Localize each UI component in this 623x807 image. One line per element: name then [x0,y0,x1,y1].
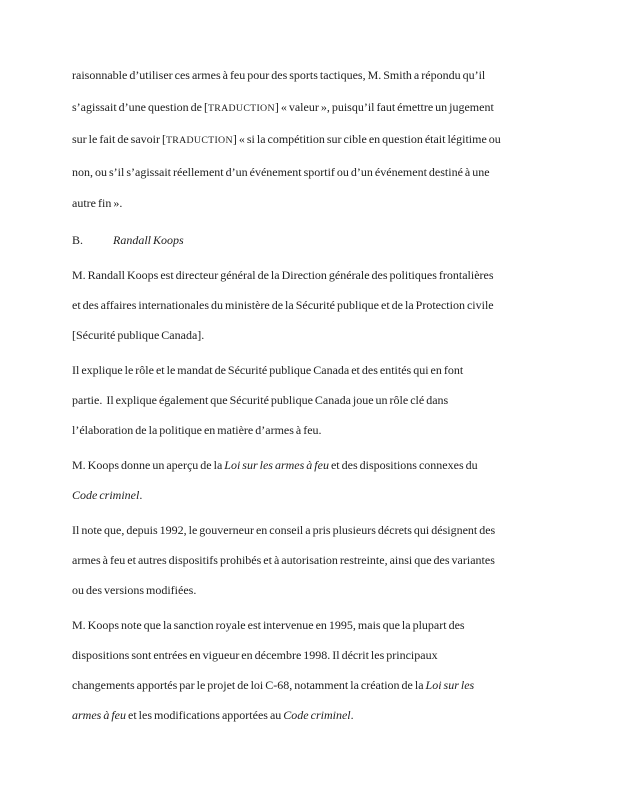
text-line [72,670,562,700]
text-line [72,260,562,290]
text-segment: ou des versions modifiées. [72,582,197,597]
section-heading-line [72,225,562,255]
text-segment: partie. Il explique également que Sécurité publique Canada joue un rôle clé dans [72,392,449,407]
text-segment: et des dispositions connexes du [328,457,478,472]
text-segment: [Sécurité publique Canada]. [72,327,205,342]
text-line [72,320,562,350]
statute-title-italic: Code criminel [283,707,351,722]
text-segment: Il note que, depuis 1992, le gouverneur en conseil a pris plusieurs décrets qui désignent des [72,522,496,537]
text-line [72,92,562,125]
para-securite-publique-mandat [72,355,562,445]
text-segment: dispositions sont entrées en vigueur en décembre 1998. Il décrit les principaux [72,647,438,662]
text-line [72,290,562,320]
translator-note-tag: TRADUCTION [165,135,233,146]
text-segment: raisonnable d’utiliser ces armes à feu pour des sports tactiques, M. Smith a répondu qu’il [72,68,486,82]
section-heading-label: B. [72,232,84,247]
text-segment: l’élaboration de la politique en matière d’armes à feu. [72,422,322,437]
text-segment: armes à feu et autres dispositifs prohibés et à autorisation restreinte, ainsi que des variantes [72,552,495,567]
text-line [72,188,562,220]
text-line [72,450,562,480]
heading-randall-koops [72,225,562,255]
section-heading-title: Randall Koops [113,232,184,247]
text-line [72,640,562,670]
para-koops-role [72,260,562,350]
text-segment: Il explique le rôle et le mandat de Sécurité publique Canada et des entités qui en font [72,362,464,377]
text-line [72,415,562,445]
text-segment: et les modifications apportées au [126,707,284,722]
statute-title-italic: Loi sur les [425,677,475,692]
text-line [72,124,562,157]
text-segment: M. Koops note que la sanction royale est intervenue en 1995, mais que la plupart des [72,617,465,632]
text-segment: non, ou s’il s’agissait réellement d’un événement sportif ou d’un événement destiné à une [72,164,490,179]
text-line [72,60,562,92]
text-line [72,575,562,605]
statute-title-italic: armes à feu [72,707,126,722]
text-line [72,515,562,545]
text-segment: M. Randall Koops est directeur général de la Direction générale des politiques frontalières [72,267,494,282]
text-segment: M. Koops donne un aperçu de la [72,457,225,472]
text-segment: . [139,487,143,502]
para-apercu-loi [72,450,562,510]
text-segment: sur le fait de savoir [ [72,132,166,146]
document-body [72,60,562,735]
text-line [72,700,562,730]
text-segment: et des affaires internationales du ministère de la Sécurité publique et de la Protection civile [72,297,494,312]
para-smith-testimony [72,60,562,220]
text-line [72,545,562,575]
statute-title-italic: Code criminel [72,487,140,502]
para-decrets-1992 [72,515,562,605]
text-segment: s’agissait d’une question de [ [72,99,208,114]
translator-note-tag: TRADUCTION [207,102,275,114]
text-line [72,480,562,510]
text-segment: ] « si la compétition sur cible en question était légitime ou [232,132,501,146]
text-segment: ] « valeur », puisqu’il faut émettre un jugement [274,99,494,114]
text-segment: changements apportés par le projet de loi C-68, notamment la création de la [72,677,426,692]
text-segment: . [350,707,354,722]
text-line [72,157,562,189]
text-line [72,385,562,415]
text-segment: autre fin ». [72,196,123,210]
para-sanction-royale [72,610,562,730]
text-line [72,355,562,385]
text-line [72,610,562,640]
statute-title-italic: Loi sur les armes à feu [224,457,329,472]
